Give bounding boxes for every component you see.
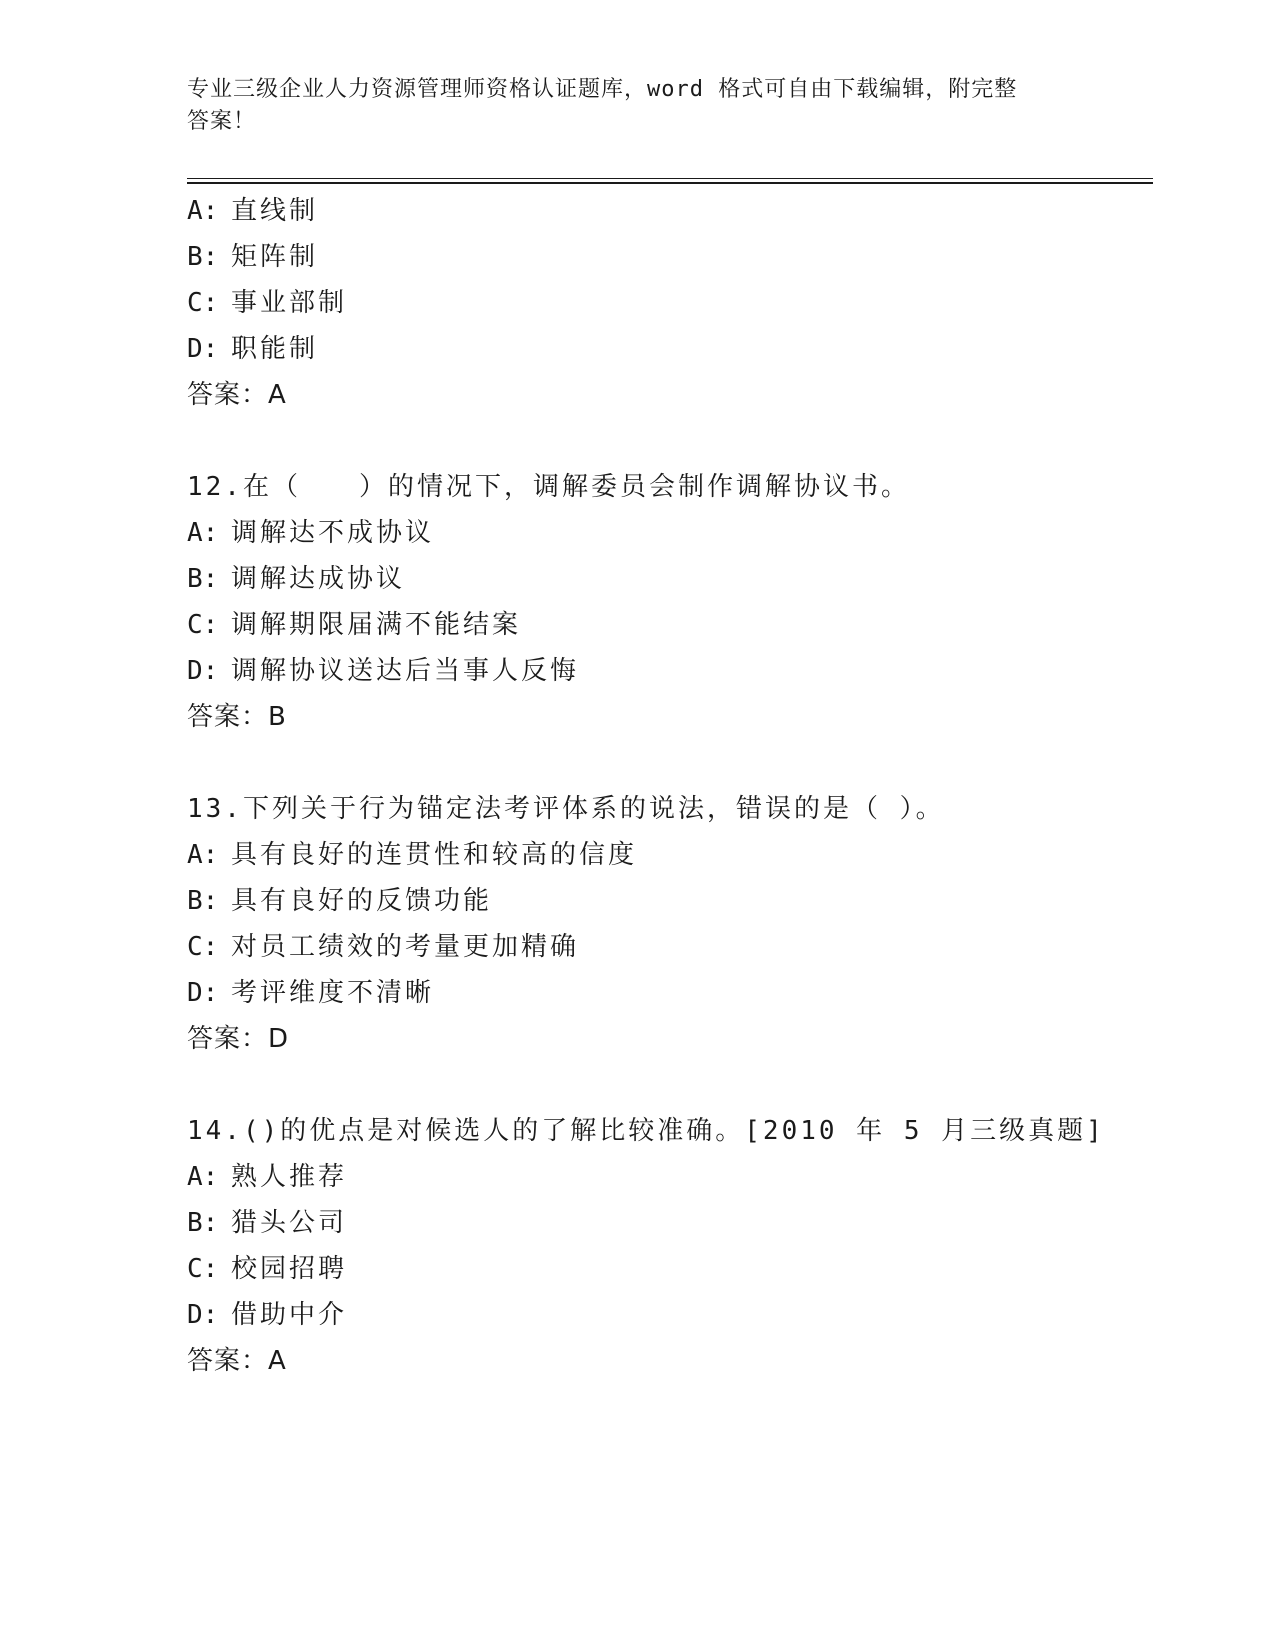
header-line-2: 答案！: [187, 109, 257, 134]
option-text: 具有良好的反馈功能: [231, 886, 493, 916]
option-text: 调解达成协议: [231, 564, 406, 594]
option-letter: A:: [187, 196, 219, 226]
option-text: 具有良好的连贯性和较高的信度: [231, 840, 638, 870]
option-letter: D:: [187, 978, 219, 1008]
question-block-12: [187, 464, 1153, 740]
option-text: 猎头公司: [231, 1208, 348, 1238]
option-text: 事业部制: [231, 288, 348, 318]
header-divider-thin: [187, 178, 1153, 179]
option-text: 调解达不成协议: [231, 518, 435, 548]
question-block-14: [187, 1108, 1153, 1384]
option-text: 职能制: [231, 334, 319, 364]
option-letter: B:: [187, 1208, 219, 1238]
answer-line: 答案：A: [187, 380, 287, 410]
question-block-11: [187, 188, 1153, 418]
answer-line: 答案：D: [187, 1024, 290, 1054]
option-letter: A:: [187, 518, 219, 548]
option-text: 直线制: [231, 196, 319, 226]
option-b: [187, 556, 1153, 602]
answer-line: 答案：B: [187, 702, 287, 732]
option-a: [187, 1154, 1153, 1200]
option-text: 矩阵制: [231, 242, 319, 272]
option-letter: B:: [187, 242, 219, 272]
option-d: [187, 648, 1153, 694]
option-c: [187, 602, 1153, 648]
option-letter: A:: [187, 1162, 219, 1192]
question-list: [187, 188, 1153, 1430]
question-block-13: [187, 786, 1153, 1062]
option-c: [187, 1246, 1153, 1292]
option-letter: C:: [187, 610, 219, 640]
question-stem: 14.()的优点是对候选人的了解比较准确。[2010 年 5 月三级真题]: [187, 1116, 1105, 1146]
option-letter: D:: [187, 656, 219, 686]
option-text: 熟人推荐: [231, 1162, 348, 1192]
option-letter: B:: [187, 886, 219, 916]
document-header: [187, 74, 1067, 138]
option-text: 调解期限届满不能结案: [231, 610, 522, 640]
option-text: 对员工绩效的考量更加精确: [231, 932, 580, 962]
option-a: [187, 832, 1153, 878]
option-letter: C:: [187, 288, 219, 318]
option-a: [187, 188, 1153, 234]
option-d: [187, 1292, 1153, 1338]
option-text: 调解协议送达后当事人反悔: [231, 656, 580, 686]
header-divider-thick: [187, 182, 1153, 184]
option-text: 校园招聘: [231, 1254, 348, 1284]
option-a: [187, 510, 1153, 556]
option-letter: A:: [187, 840, 219, 870]
option-c: [187, 924, 1153, 970]
option-letter: D:: [187, 334, 219, 364]
option-b: [187, 234, 1153, 280]
option-letter: D:: [187, 1300, 219, 1330]
option-b: [187, 878, 1153, 924]
question-stem: 13.下列关于行为锚定法考评体系的说法，错误的是（ ）。: [187, 794, 945, 824]
question-stem: 12.在（ ）的情况下，调解委员会制作调解协议书。: [187, 472, 910, 502]
option-letter: C:: [187, 932, 219, 962]
header-line-1: 专业三级企业人力资源管理师资格认证题库，word 格式可自由下载编辑，附完整: [187, 77, 1018, 102]
option-d: [187, 970, 1153, 1016]
option-c: [187, 280, 1153, 326]
option-b: [187, 1200, 1153, 1246]
option-letter: B:: [187, 564, 219, 594]
answer-line: 答案：A: [187, 1346, 287, 1376]
option-d: [187, 326, 1153, 372]
option-letter: C:: [187, 1254, 219, 1284]
option-text: 借助中介: [231, 1300, 348, 1330]
option-text: 考评维度不清晰: [231, 978, 435, 1008]
